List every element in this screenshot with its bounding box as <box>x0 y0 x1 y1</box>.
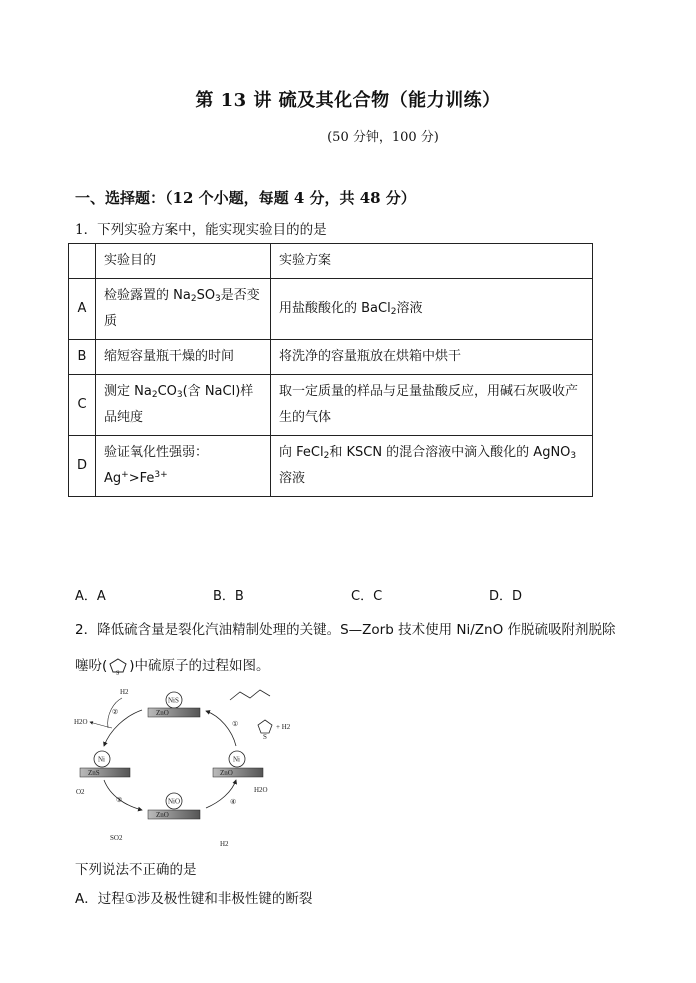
row-plan: 向 FeCl$_2$和 KSCN 的混合溶液中滴入酸化的 AgNO$_3$溶液 <box>271 436 593 497</box>
so2-label: SO2 <box>110 834 123 842</box>
zns-label: ZnS <box>88 769 100 777</box>
table-row <box>69 436 593 497</box>
row-aim: 缩短容量瓶干燥的时间 <box>96 340 271 375</box>
row-label: B <box>69 340 96 375</box>
h2-right-label: + H2 <box>276 723 291 731</box>
step2-label: ② <box>112 708 119 716</box>
option-a[interactable]: A．A <box>75 589 106 604</box>
section-heading: 一、选择题：（12 个小题，每题 4 分，共 48 分） <box>75 189 416 207</box>
table-header-cell <box>69 244 96 279</box>
svg-text:S: S <box>116 670 120 675</box>
ni-right-label: Ni <box>233 755 240 764</box>
table-row <box>69 340 593 375</box>
h2-bottom-label: H2 <box>220 840 229 848</box>
arrow-step3 <box>104 780 142 810</box>
step4-label: ④ <box>230 798 237 806</box>
table-row <box>69 375 593 436</box>
row-label: D <box>69 436 96 497</box>
question-2-stem-line2: 噻吩( S )中硫原子的过程如图。 <box>75 658 270 675</box>
zno-top-label: ZnO <box>156 709 169 717</box>
option-d[interactable]: D．D <box>489 589 523 604</box>
row-aim: 检验露置的 $Na_2SO_3$是否变质 <box>96 279 271 340</box>
step3-label: ③ <box>116 796 123 804</box>
butadiene-icon <box>230 690 270 700</box>
h2o-left-label: H2O <box>74 718 88 726</box>
option-c[interactable]: C．C <box>351 589 383 604</box>
row-label: C <box>69 375 96 436</box>
arrow-h2o-out <box>90 722 112 728</box>
zno-right-label: ZnO <box>220 769 233 777</box>
arrow-step2 <box>104 710 142 746</box>
table-header-cell: 实验目的 <box>96 244 271 279</box>
nis-label: NiS <box>168 696 179 705</box>
o2-label: O2 <box>76 788 85 796</box>
table-header-cell: 实验方案 <box>271 244 593 279</box>
h2o-right-label: H2O <box>254 786 268 794</box>
row-aim: 测定 $Na_2CO_3$(含 NaCl)样品纯度 <box>96 375 271 436</box>
ni-left-label: Ni <box>98 755 105 764</box>
step1-label: ① <box>232 720 239 728</box>
page-subtitle: (50 分钟，100 分) <box>327 130 439 145</box>
nio-label: NiO <box>168 797 181 806</box>
question-1-stem: 1．下列实验方案中，能实现实验目的的是 <box>75 222 327 238</box>
page-title: 第 13 讲 硫及其化合物（能力训练） <box>195 90 501 111</box>
option-b[interactable]: B．B <box>213 589 244 604</box>
row-label: A <box>69 279 96 340</box>
table-row <box>69 279 593 340</box>
row-plan: 取一定质量的样品与足量盐酸反应，用碱石灰吸收产生的气体 <box>271 375 593 436</box>
question-1-options <box>75 585 635 604</box>
question-2-stem-line1: 2．降低硫含量是裂化汽油精制处理的关键。S—Zorb 技术使用 Ni/ZnO 作脱硫吸附剂脱除 <box>75 622 616 638</box>
thiophene-diagram-icon <box>258 720 272 733</box>
s-label: S <box>263 733 267 741</box>
thiophene-icon <box>107 657 129 675</box>
question-2-prompt: 下列说法不正确的是 <box>75 862 197 878</box>
zno-bottom-label: ZnO <box>156 811 169 819</box>
table-header-row <box>69 244 593 279</box>
question-2-option-a[interactable]: A．过程①涉及极性键和非极性键的断裂 <box>75 891 313 907</box>
row-plan: 将洗净的容量瓶放在烘箱中烘干 <box>271 340 593 375</box>
h2-top-label: H2 <box>120 688 129 696</box>
row-plan: 用盐酸酸化的 BaCl$_2$溶液 <box>271 279 593 340</box>
question-1-table <box>68 243 593 497</box>
row-aim: 验证氧化性强弱： $Ag^+>Fe^{3+}$ <box>96 436 271 497</box>
arrow-step1 <box>206 711 239 746</box>
desulfurization-diagram <box>70 680 310 855</box>
